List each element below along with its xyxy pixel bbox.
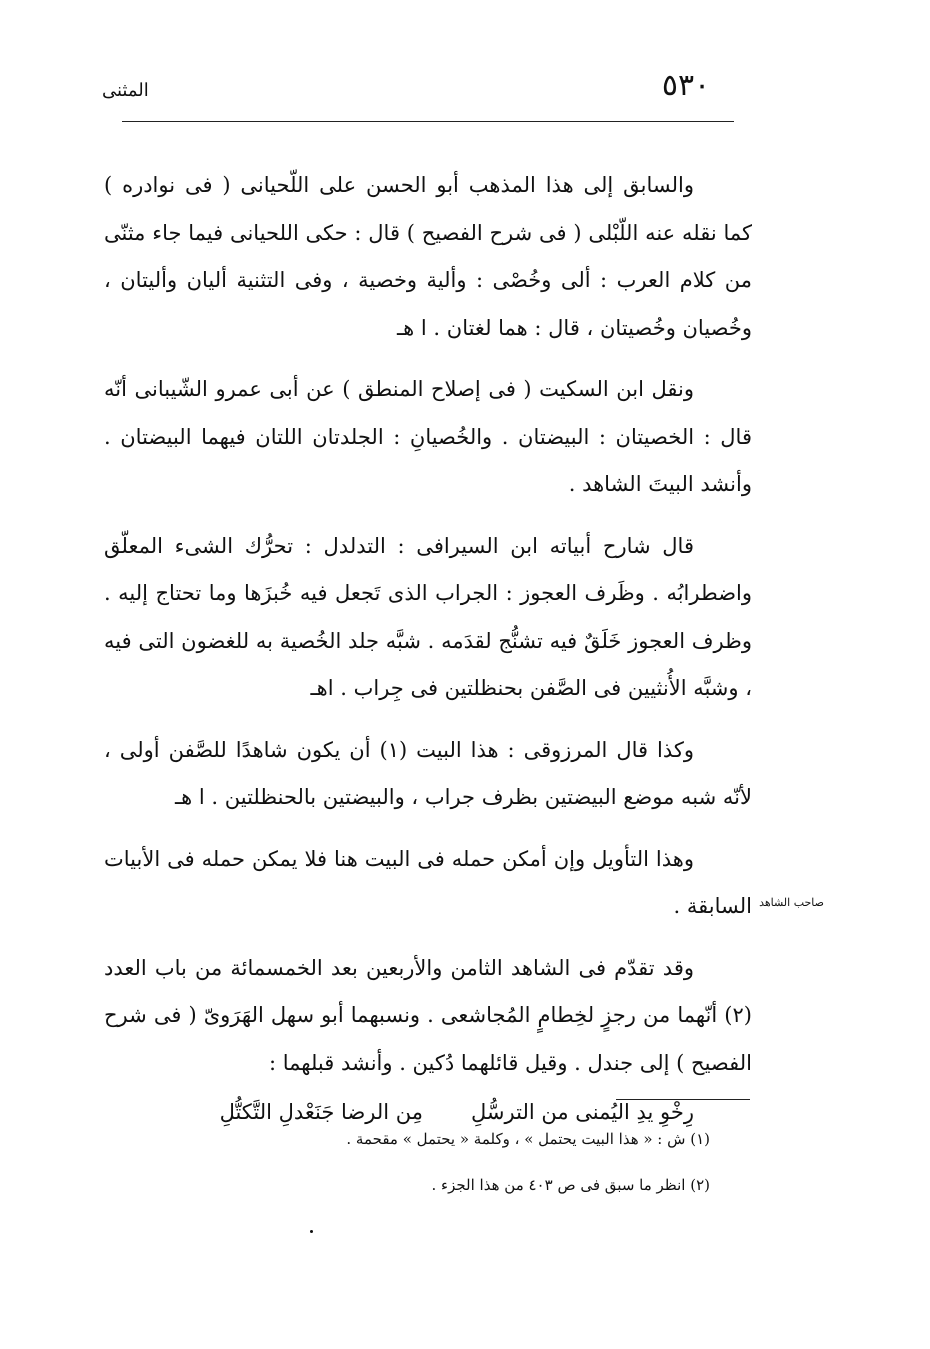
running-title: المثنى	[102, 80, 149, 101]
paragraph-1: والسابق إلى هذا المذهب أبو الحسن على اللّحيانى ( فى نوادره ) كما نقله عنه اللّبْلى ( فى شرح الفصيح ) قال : حكى اللحيانى فيما جاء مثنّى من كلام العرب : ألى وخُصْى : وألية وخصية ، وفى التثنية أليان وأليتان ، وخُصيان وخُصيتان ، قال : هما لغتان . ا هـ	[104, 173, 752, 340]
paragraph-2: ونقل ابن السكيت ( فى إصلاح المنطق ) عن أبى عمرو الشّيبانى أنّه قال : الخصيتان : البيضتان . والخُصيانِ : الجلدتان اللتان فيهما البيضتان . وأنشد البيتَ الشاهد .	[104, 377, 752, 496]
paragraph-4: وكذا قال المرزوقى : هذا البيت (١) أن يكون شاهدًا للصَّفن أولى ، لأنّه شبه موضع البيضتين بظرف جراب ، والبيضتين بالحنظلتين . ا هـ	[104, 737, 752, 809]
header-rule	[122, 121, 734, 122]
footnote-rule	[616, 1099, 750, 1100]
page-number: ٥٣٠	[661, 68, 711, 103]
footnote-2: (٢) انظر ما سبق فى ص ٤٠٣ من هذا الجزء .	[431, 1176, 710, 1194]
verse-hemistich-right: رِخْوِ يدِ اليُمنى من الترسُّلِ	[471, 1100, 694, 1124]
scan-speck	[310, 1230, 313, 1233]
footnotes	[270, 1130, 710, 1222]
paragraph-5: وهذا التأويل وإن أمكن حمله فى البيت هنا فلا يمكن حمله فى الأبيات السابقة .	[104, 846, 752, 918]
paragraph-6: وقد تقدّم فى الشاهد الثامن والأربعين بعد الخمسمائة من باب العدد (٢) أنّهما من رجزٍ لخِطامٍ المُجاشعى . ونسبهما أبو سهل الهَرَوىّ ( فى شرح الفصيح ) إلى جندل . وقيل قائلهما دُكين . وأنشد قبلهما :	[104, 955, 752, 1075]
footnote-1: (١) ش : « هذا البيت يحتمل » ، وكلمة « يحتمل » مقحمة .	[346, 1130, 710, 1148]
paragraph-3: قال شارح أبياته ابن السيرافى : التدلدل : تحرُّك الشىء المعلّق واضطرابُه . وظَرف العجوز : الجراب الذى تَجعل فيه خُبزَها وما تحتاج إليه . وظرف العجوز خَلَقٌ فيه تشنُّج لقدَمه . شبَّه جلد الخُصية به للغضون التى فيه ، وشبَّه الأُنثيين فى الصَّفن بحنظلتين فى جِراب . اهـ	[104, 533, 752, 700]
verse-hemistich-left: مِن الرضا جَنَعْدلِ التَّكتُّلِ	[219, 1100, 424, 1124]
body-text	[104, 162, 752, 1137]
margin-note: صاحب الشاهد	[759, 896, 824, 909]
